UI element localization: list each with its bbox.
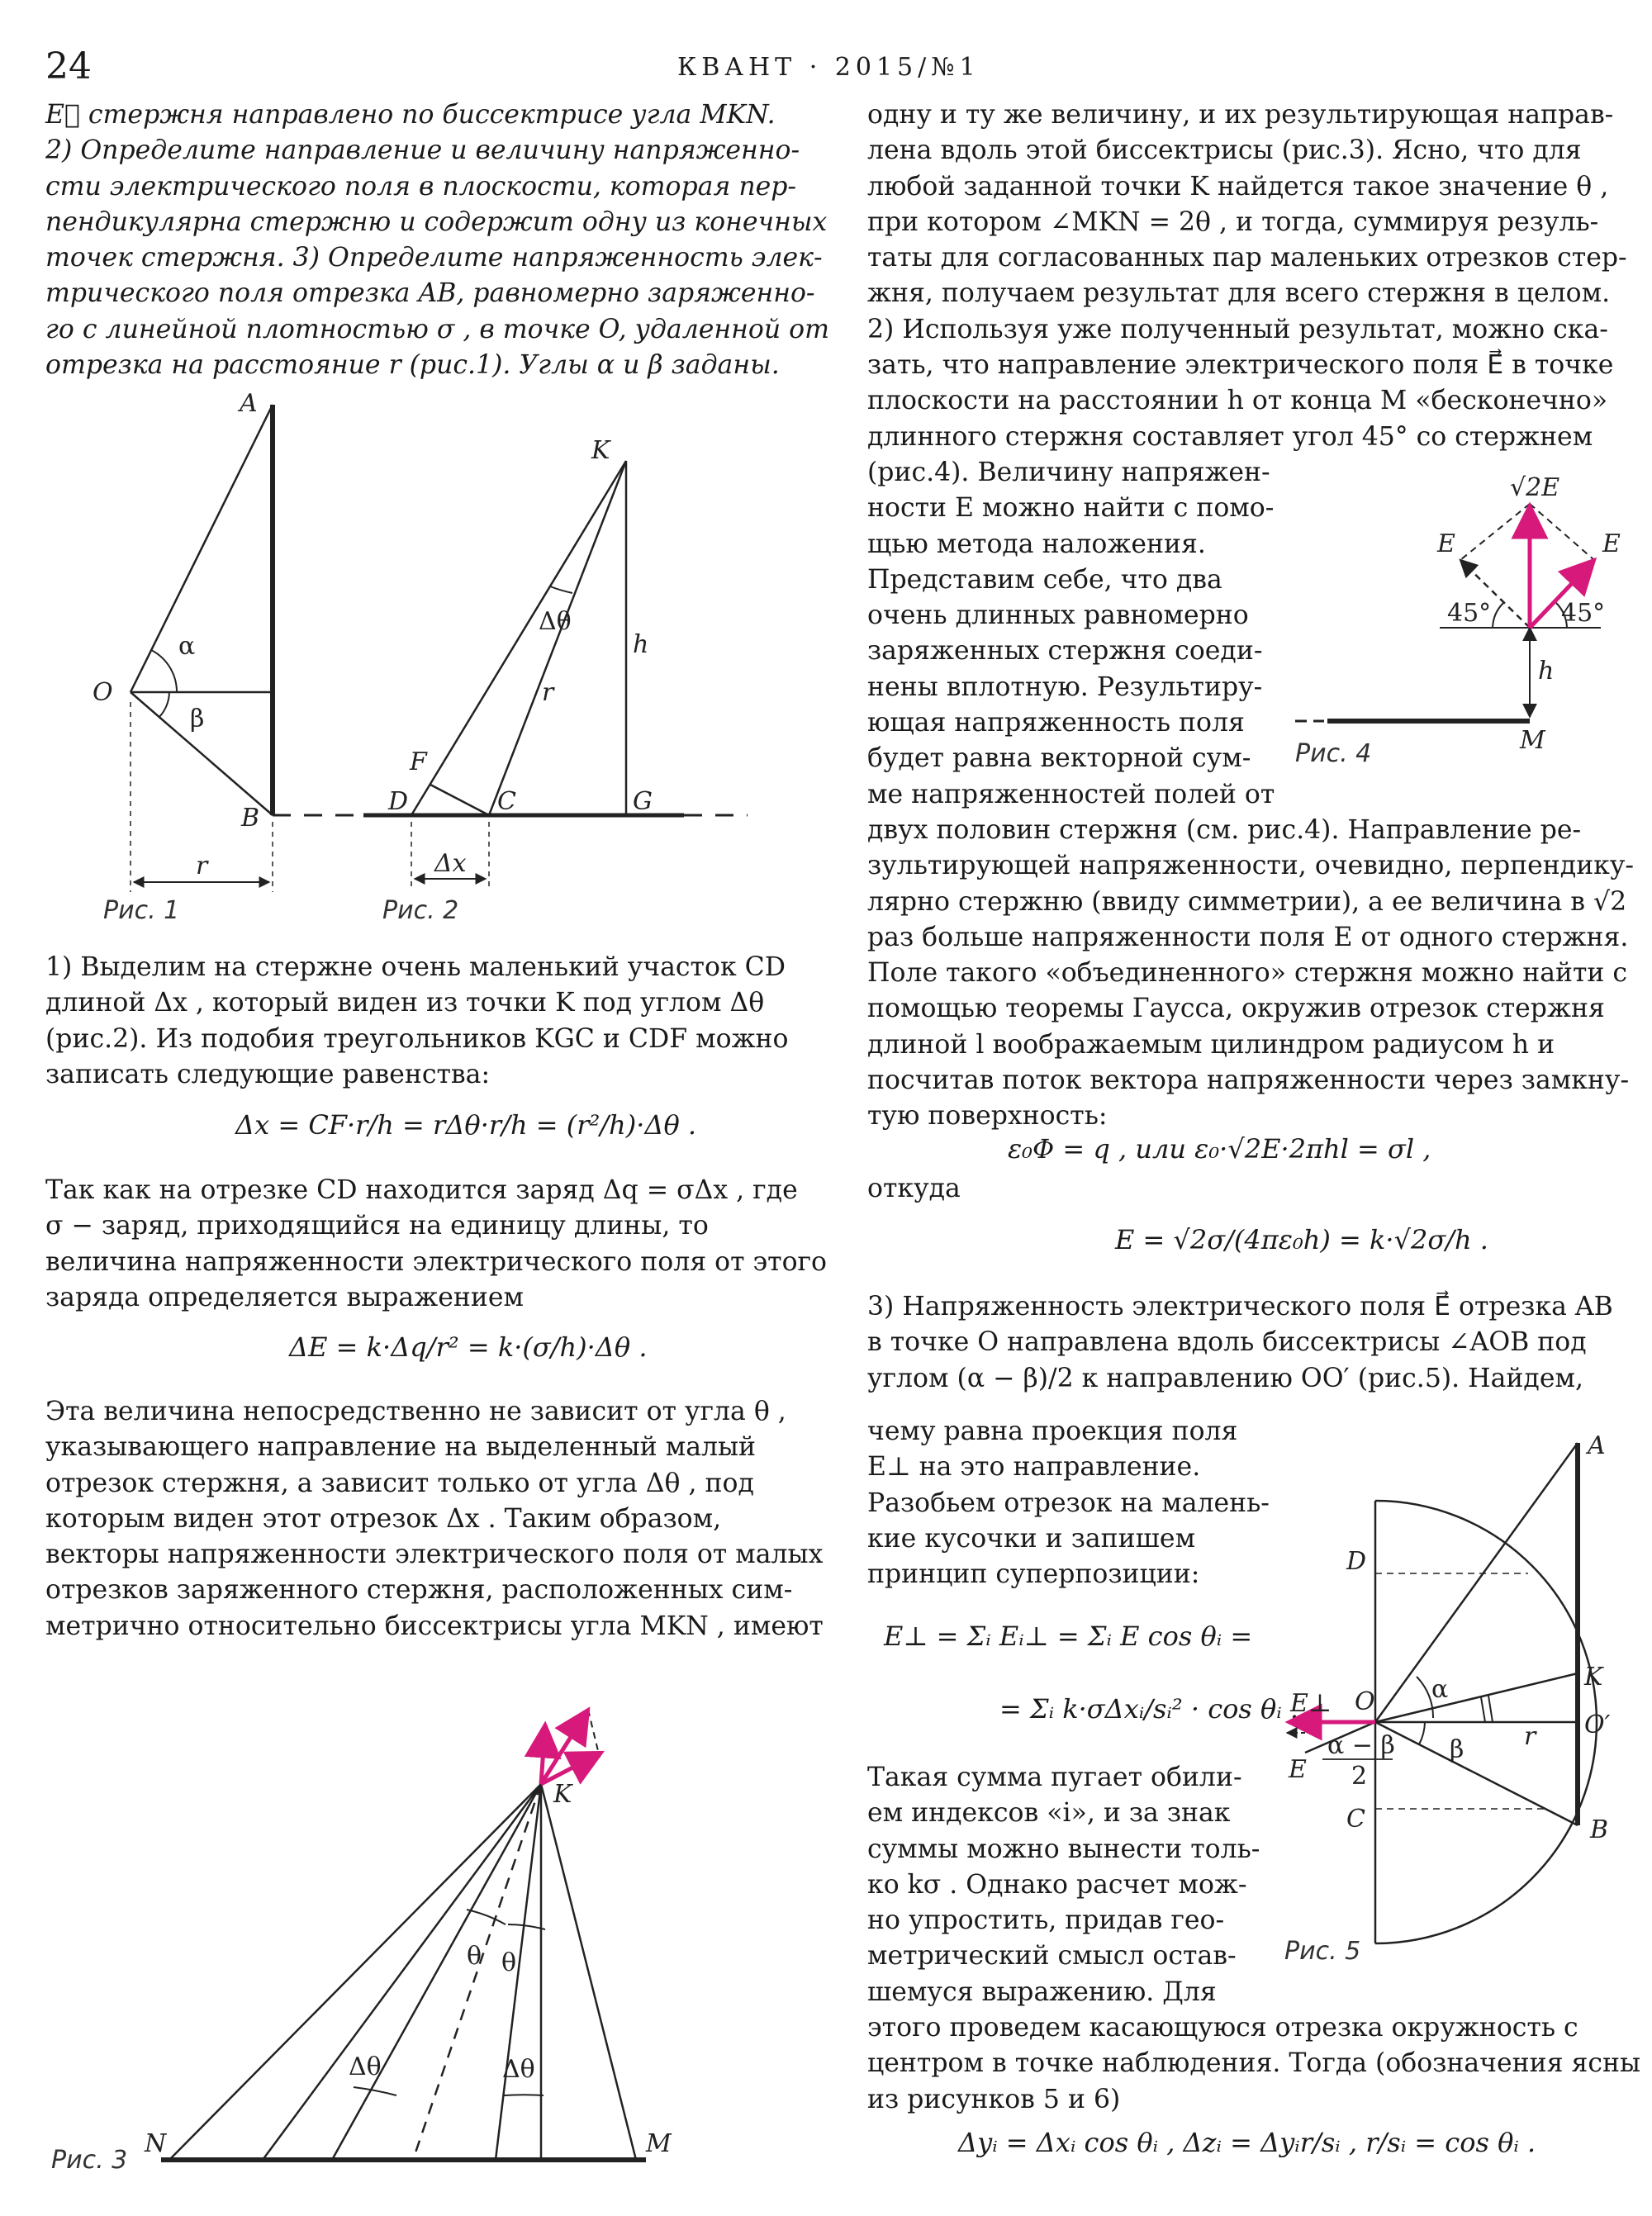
caption-fig4: Рис. 4 [1295,739,1372,768]
right-text-e: чему равна проекция поля E⊥ на это направление. Разобьем отрезок на малень- кие кусочки и запишем принцип суперпозиции: [867,1416,1270,1590]
equation-4: E = √2σ/(4πε₀h) = k·√2σ/h . [1115,1224,1488,1255]
fig1-label-beta: β [190,705,205,733]
word-otkuda: откуда [867,1174,961,1203]
caption-fig2: Рис. 2 [382,896,459,925]
fig5-label-b: B [1590,1815,1609,1844]
fig2-line-cf [430,785,489,815]
fig2-label-c: C [497,787,516,816]
fig1-label-r: r [196,852,208,880]
fig5-label-half: α − β [1327,1731,1395,1760]
figure-1 [131,405,421,892]
fig4-label-m: M [1520,726,1545,755]
fig4-dashed-right [1530,504,1594,560]
fig4-label-45-left: 45° [1447,599,1492,628]
fig5-label-beta: β [1450,1735,1464,1764]
figure-5 [1305,1443,1597,1943]
fig5-tick-2 [1488,1696,1493,1722]
fig2-label-k: K [591,436,610,465]
fig5-label-d: D [1346,1547,1367,1576]
fig1-label-b: B [241,804,260,833]
fig1-arc-beta [159,692,169,717]
figure-3 [161,1710,646,2160]
fig3-label-theta-1: θ [467,1942,482,1971]
equation-7: Δyᵢ = Δxᵢ cos θᵢ , Δzᵢ = Δyᵢr/sᵢ , r/sᵢ = cos θᵢ . [958,2127,1536,2158]
fig5-label-e-perp: E⊥ [1290,1689,1332,1718]
fig2-label-dtheta: Δθ [539,607,572,636]
fig5-label-e: E [1289,1755,1307,1784]
fig5-label-r: r [1524,1722,1536,1751]
fig2-label-f: F [410,747,427,776]
fig1-label-alpha: α [178,632,196,661]
fig2-label-g: G [633,787,653,816]
left-intro: E⃗ стержня направлено по биссектрисе угла MKN. 2) Определите направление и величину напряженно- сти электрического поля в плоскости, которая пер- пендикулярна стержню и содержит одну из конечных точек стержня. 3) Определите напряженность элек- трического поля отрезка AB, равномерно заряженно- го с линейной плотностью σ , в точке O, удаленной от отрезка на расстояние r (рис.1). Углы α и β заданы. [45,100,829,381]
caption-fig5: Рис. 5 [1284,1937,1361,1966]
fig5-label-alpha: α [1431,1675,1449,1704]
left-solution-b: Так как на отрезке CD находится заряд Δq = σΔx , где σ − заряд, приходящийся на единицу длины, то величина напряженности электрического поля от этого заряда определяется выражением [45,1175,828,1312]
fig5-label-k: K [1584,1663,1603,1692]
fig3-bisector [413,1784,541,2160]
left-solution-c: Эта величина непосредственно не зависит от угла θ , указывающего направление на выделенный малый отрезок стержня, а зависит только от угла Δθ , под которым виден этот отрезок Δx . Таким образом, векторы напряженности электрического поля от малых отрезков заряженного стержня, расположенных сим- метрично относительно биссектрисы угла MKN , имеют [45,1397,824,1641]
right-text-a: одну и ту же величину, и их результирующая направ- лена вдоль этой биссектрисы (рис.3). Ясно, что для любой заданной точки K найдется такое значение θ , при котором ∠MKN = 2θ , и тогда, суммируя резуль- таты для согласованных пар маленьких отрезков стер- жня, получаем результат для всего стержня в целом. 2) Используя уже полученный результат, можно ска- зать, что направление электрического поля E⃗ в точке плоскости на расстоянии h от конца M «бесконечно» длинного стержня составляет угол 45° со стержнем [867,100,1627,452]
fig1-label-o: O [93,678,113,707]
fig3-label-dtheta-2: Δθ [502,2055,535,2084]
fig5-label-o-prime: O′ [1584,1711,1611,1739]
left-solution-a: 1) Выделим на стержне очень маленький участок CD длиной Δx , который виден из точки K под углом Δθ (рис.2). Из подобия треугольников KGC и CDF можно записать следующие равенства: [45,952,789,1089]
fig2-label-d: D [388,787,409,816]
fig5-label-two: 2 [1351,1762,1368,1791]
fig4-label-e-right: E [1602,529,1621,558]
fig1-line-oa [131,405,273,692]
fig2-label-r: r [542,678,554,707]
fig5-label-o: O [1355,1687,1375,1716]
figure-2 [363,461,748,888]
fig5-label-a: A [1588,1431,1606,1460]
fig5-line-ob [1375,1722,1578,1825]
fig3-arc-theta-2 [508,1924,545,1929]
caption-fig1: Рис. 1 [103,896,180,925]
fig1-arc-alpha [151,650,177,692]
equation-2: ΔE = k·Δq/r² = k·(σ/h)·Δθ . [289,1331,648,1363]
fig1-label-a: A [240,389,258,418]
fig4-arc-left [1493,603,1503,628]
fig5-label-c: C [1346,1805,1365,1834]
caption-fig3: Рис. 3 [51,2146,128,2175]
equation-6: = Σᵢ k·σΔxᵢ/sᵢ² · cos θᵢ . [999,1693,1299,1725]
right-text-b: (рис.4). Величину напряжен- ности E можно найти с помо- щью метода наложения. Представим себе, что два очень длинных равномерно заряженных стержня соеди- нены вплотную. Результиру- ющая напряженность поля будет равна векторной сум- ме напряженностей полей от [867,458,1275,809]
fig2-arc-dtheta [550,586,572,593]
fig3-label-n: N [145,2129,167,2158]
right-text-d: 3) Напряженность электрического поля E⃗ отрезка AB в точке O направлена вдоль биссектрисы ∠AOB под углом (α − β)/2 к направлению OO′ (рис.5). Найдем, [867,1292,1613,1393]
fig3-label-theta-2: θ [501,1948,517,1977]
right-text-c: двух половин стержня (см. рис.4). Направление ре- зультирующей напряженности, очевидно, перпендику- лярно стержню (ввиду симметрии), а ее величина в √2 раз больше напряженности поля E от одного стержня. Поле такого «объединенного» стержня можно найти с помощью теоремы Гаусса, окружив отрезок стержня длиной l воображаемым цилиндром радиусом h и посчитав поток вектора напряженности через замкну- тую поверхность: [867,815,1635,1132]
fig4-label-e-left: E [1437,529,1455,558]
fig4-label-sqrt2e: √2E [1510,473,1560,502]
fig3-dashed-2 [588,1710,600,1758]
fig2-line-kc [489,461,626,815]
fig3-label-m: M [646,2129,672,2158]
fig4-label-45-right: 45° [1561,599,1606,628]
fig3-label-k: K [553,1780,572,1809]
equation-5: E⊥ = Σᵢ Eᵢ⊥ = Σᵢ E cos θᵢ = [884,1620,1253,1652]
equation-3: ε₀Φ = q , или ε₀·√2E·2πhl = σl , [1008,1133,1431,1165]
fig5-tick-1 [1481,1697,1485,1722]
fig2-line-kd [411,461,626,815]
page-number: 24 [45,45,92,88]
fig5-arc-beta [1419,1722,1425,1744]
fig2-label-dx: Δx [434,849,467,878]
fig3-line-kn [169,1784,541,2160]
fig3-arc-theta-1 [467,1910,506,1924]
fig4-label-h: h [1538,657,1555,686]
right-text-f: Такая сумма пугает обили- ем индексов «i», и за знак суммы можно вынести толь- ко kσ . Однако расчет мож- но упростить, придав гео- метрический смысл остав- шемуся выражению. Для [867,1763,1260,2007]
fig3-arc-dtheta-1 [354,2087,396,2095]
fig2-label-h: h [633,630,649,659]
fig3-label-dtheta-1: Δθ [349,2052,382,2081]
journal-title: КВАНТ · 2015/№1 [677,53,980,82]
equation-1: Δx = CF·r/h = rΔθ·r/h = (r²/h)·Δθ . [235,1109,697,1141]
fig4-dashed-left [1460,504,1530,560]
right-text-g: этого проведем касающуюся отрезка окружность с центром в точке наблюдения. Тогда (обозначения ясны из рисунков 5 и 6) [867,2013,1641,2114]
fig3-line-km [541,1784,636,2160]
fig3-ray-1 [263,1784,541,2160]
